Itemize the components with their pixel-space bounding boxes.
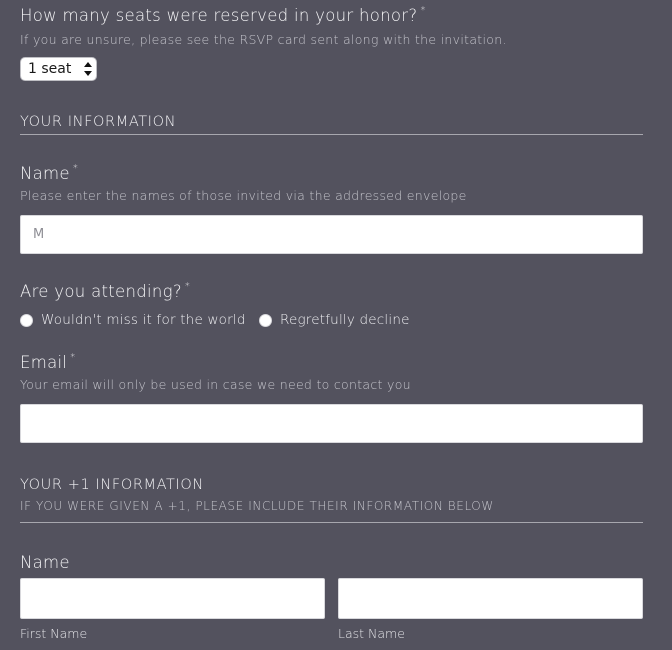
name-field-label (20, 164, 78, 183)
last-name-input[interactable] (338, 578, 643, 619)
plus-one-heading: YOUR +1 INFORMATION (20, 477, 204, 493)
plus-one-help-text: IF YOU WERE GIVEN A +1, PLEASE INCLUDE THEIR INFORMATION BELOW (20, 499, 494, 513)
seats-select-value: 1 seat (28, 61, 72, 77)
first-name-input[interactable] (20, 578, 325, 619)
required-mark: * (184, 281, 191, 292)
email-field-label (20, 353, 76, 372)
name-help-text: Please enter the names of those invited via the addressed envelope (20, 188, 467, 203)
attending-option-no-label: Regretfully decline (280, 312, 410, 328)
required-mark: * (420, 5, 426, 16)
seats-question-label: How many seats were reserved in your honor? (20, 6, 418, 25)
first-name-caption: First Name (20, 626, 88, 641)
attending-option-no[interactable] (259, 312, 410, 328)
attending-question (20, 282, 190, 301)
attending-label-text: Are you attending? (20, 282, 182, 301)
attending-option-yes[interactable] (20, 312, 246, 328)
required-mark: * (70, 352, 76, 363)
seats-select[interactable] (20, 57, 97, 81)
seats-help-text: If you are unsure, please see the RSVP card sent along with the invitation. (20, 32, 507, 47)
last-name-caption: Last Name (338, 626, 405, 641)
section-divider (20, 522, 643, 523)
email-help-text: Your email will only be used in case we need to contact you (20, 377, 411, 392)
attending-option-yes-label: Wouldn't miss it for the world (41, 312, 246, 328)
select-arrows-icon (84, 60, 92, 78)
name-input[interactable] (20, 215, 643, 254)
seats-question (20, 6, 426, 25)
your-information-heading: YOUR INFORMATION (20, 114, 177, 130)
name-label-text: Name (20, 164, 70, 183)
required-mark: * (72, 163, 79, 174)
plus-one-name-label: Name (20, 553, 70, 572)
email-input[interactable] (20, 404, 643, 443)
radio-button-no[interactable] (259, 314, 272, 327)
email-label-text: Email (20, 353, 68, 372)
section-divider (20, 134, 643, 135)
radio-button-yes[interactable] (20, 314, 33, 327)
